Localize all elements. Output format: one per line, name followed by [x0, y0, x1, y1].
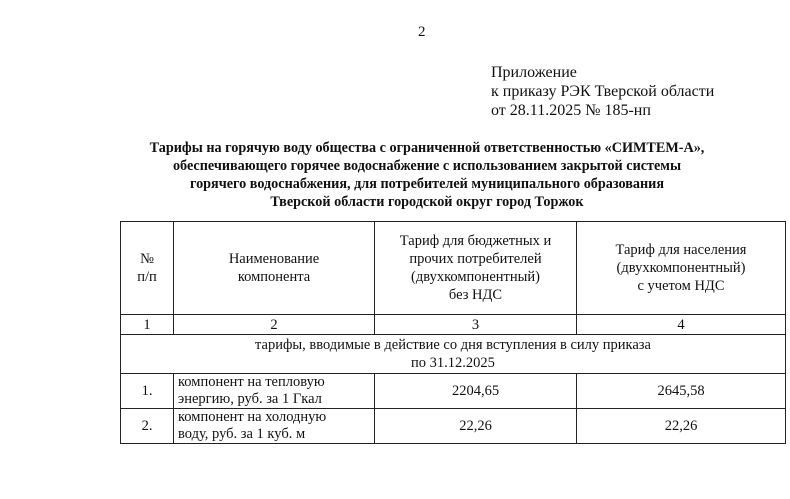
period-line-1: тарифы, вводимые в действие со дня вступления в силу приказа — [255, 337, 651, 353]
column-number-row — [121, 315, 786, 335]
table-row — [121, 409, 786, 444]
period-line-2: по 31.12.2025 — [411, 355, 495, 371]
appendix-line-3: от 28.11.2025 № 185-нп — [491, 102, 651, 119]
document-title — [112, 139, 742, 211]
header-population-line: с учетом НДС — [637, 278, 725, 294]
title-line-1: Тарифы на горячую воду общества с ограниченной ответственностью «СИМТЕМ-А», — [149, 140, 705, 156]
table-row — [121, 374, 786, 409]
column-number: 4 — [577, 315, 786, 335]
column-number: 3 — [375, 315, 577, 335]
component-name-line: энергию, руб. за 1 Гкал — [178, 391, 322, 407]
header-budget-line: прочих потребителей — [409, 251, 542, 267]
tariff-budget-value: 22,26 — [375, 409, 577, 444]
title-line-2: обеспечивающего горячее водоснабжение с использованием закрытой системы — [172, 158, 682, 174]
header-tariff-budget — [375, 222, 577, 315]
header-budget-line: (двухкомпонентный) — [411, 269, 540, 285]
header-number-line: п/п — [137, 269, 157, 285]
header-component-line: Наименование — [228, 251, 320, 267]
component-name — [174, 374, 375, 409]
header-population-line: (двухкомпонентный) — [616, 260, 746, 276]
row-number: 2. — [121, 409, 174, 444]
header-tariff-population — [577, 222, 786, 315]
column-number: 1 — [121, 315, 174, 335]
tariff-table — [120, 221, 786, 444]
row-number: 1. — [121, 374, 174, 409]
header-population-line: Тариф для населения — [615, 242, 747, 258]
tariff-budget-value: 2204,65 — [375, 374, 577, 409]
header-number-line: № — [140, 251, 154, 267]
tariff-population-value: 2645,58 — [577, 374, 786, 409]
appendix-line-1: Приложение — [491, 64, 577, 81]
header-budget-line: без НДС — [448, 287, 503, 303]
tariff-population-value: 22,26 — [577, 409, 786, 444]
component-name-line: компонент на тепловую — [178, 374, 325, 390]
header-component-name — [174, 222, 375, 315]
period-row — [121, 335, 786, 374]
header-number — [121, 222, 174, 315]
column-number: 2 — [174, 315, 375, 335]
period-cell — [121, 335, 786, 374]
header-component-line: компонента — [237, 269, 311, 285]
header-budget-line: Тариф для бюджетных и — [399, 233, 552, 249]
page-number: 2 — [418, 24, 426, 40]
appendix-line-2: к приказу РЭК Тверской области — [491, 83, 715, 100]
title-line-3: горячего водоснабжения, для потребителей муниципального образования — [189, 176, 665, 192]
component-name-line: компонент на холодную — [178, 409, 327, 425]
title-line-4: Тверской области городской округ город Торжок — [270, 194, 584, 210]
component-name-line: воду, руб. за 1 куб. м — [178, 426, 306, 442]
appendix-header — [491, 63, 714, 120]
table-header-row — [121, 222, 786, 315]
component-name — [174, 409, 375, 444]
